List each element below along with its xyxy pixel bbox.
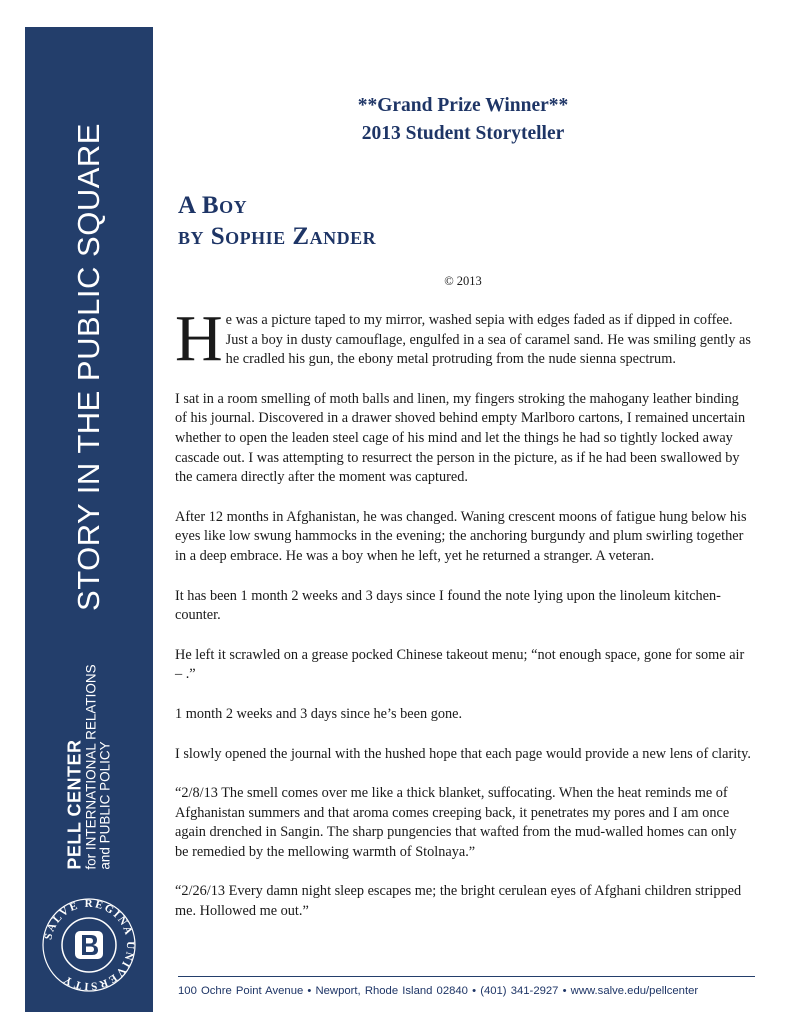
paragraph-1 bbox=[175, 302, 752, 375]
paragraph-4: It has been 1 month 2 weeks and 3 days since I found the note lying upon the linoleum kitchen-counter. bbox=[175, 587, 721, 624]
footer-contact: 100 Ochre Point Avenue • Newport, Rhode Island 02840 • (401) 341-2927 • www.salve.edu/pellcenter bbox=[178, 985, 699, 997]
paragraph-6: 1 month 2 weeks and 3 days since he’s been gone. bbox=[175, 705, 463, 722]
pell-center-subtitle-2: and PUBLIC POLICY bbox=[97, 741, 113, 870]
story-title: A Boy bbox=[178, 192, 248, 219]
svg-text:SALVE REGINA UNIVERSITY: SALVE REGINA UNIVERSITY bbox=[42, 897, 137, 993]
paragraph-2: I sat in a room smelling of moth balls and linen, my fingers stroking the mahogany leather binding of his journal. Discovered in a drawer shoved behind empty Marlboro cartons, I remained uncertain whether to open the leaden steel cage of his mind and let the things he had so tightly locked away cascade out. I was attempting to resurrect the person in the picture, as if he had been swallowed by the camera directly after the moment was captured. bbox=[175, 390, 746, 486]
award-subheading: 2013 Student Storyteller bbox=[361, 123, 565, 144]
paragraph-3: After 12 months in Afghanistan, he was changed. Waning crescent moons of fatigue hung below his eyes like low swung hammocks in the evening; the anchoring burgundy and plum swirling together in a deep embrace. He was a boy when he left, yet he returned a stranger. A veteran. bbox=[175, 508, 747, 564]
paragraph-5: He left it scrawled on a grease pocked Chinese takeout menu; “not enough space, gone for some air – .” bbox=[175, 646, 745, 683]
drop-cap: H bbox=[175, 302, 223, 375]
paragraph-7: I slowly opened the journal with the hushed hope that each page would provide a new lens of clarity. bbox=[175, 745, 751, 762]
sidebar-title-text: STORY IN THE PUBLIC SQUARE bbox=[71, 123, 106, 611]
story-author: by Sophie Zander bbox=[178, 223, 377, 250]
story-body bbox=[175, 302, 752, 942]
pell-center-subtitle-1: for INTERNATIONAL RELATIONS bbox=[83, 664, 99, 870]
paragraph-1-text: e was a picture taped to my mirror, washed sepia with edges faded as if dipped in coffee. Just a boy in dusty camouflage, engulfed in a sea of caramel sand. He was smiling gently as he cradled his gun, the ebony metal protruding from the nude sienna spectrum. bbox=[225, 312, 751, 368]
paragraph-9: “2/26/13 Every damn night sleep escapes me; the bright cerulean eyes of Afghani children stripped me. Hollowed me out.” bbox=[175, 883, 742, 920]
award-heading: **Grand Prize Winner** bbox=[357, 95, 569, 116]
university-seal-icon bbox=[41, 897, 137, 993]
sidebar bbox=[25, 27, 153, 1012]
paragraph-8: “2/8/13 The smell comes over me like a thick blanket, suffocating. When the heat reminds me of Afghanistan summers and that aroma comes creeping back, it penetrates my pores and I am once again drenched in Sangin. The sharp pungencies that wafted from the mud-walled homes can only be remedied by the mellowing warmth of Stolnaya.” bbox=[175, 785, 737, 860]
pell-center-label bbox=[65, 664, 112, 869]
pell-center-name: PELL CENTER bbox=[64, 739, 85, 870]
footer-divider bbox=[178, 976, 755, 977]
copyright-notice: © 2013 bbox=[444, 274, 482, 288]
